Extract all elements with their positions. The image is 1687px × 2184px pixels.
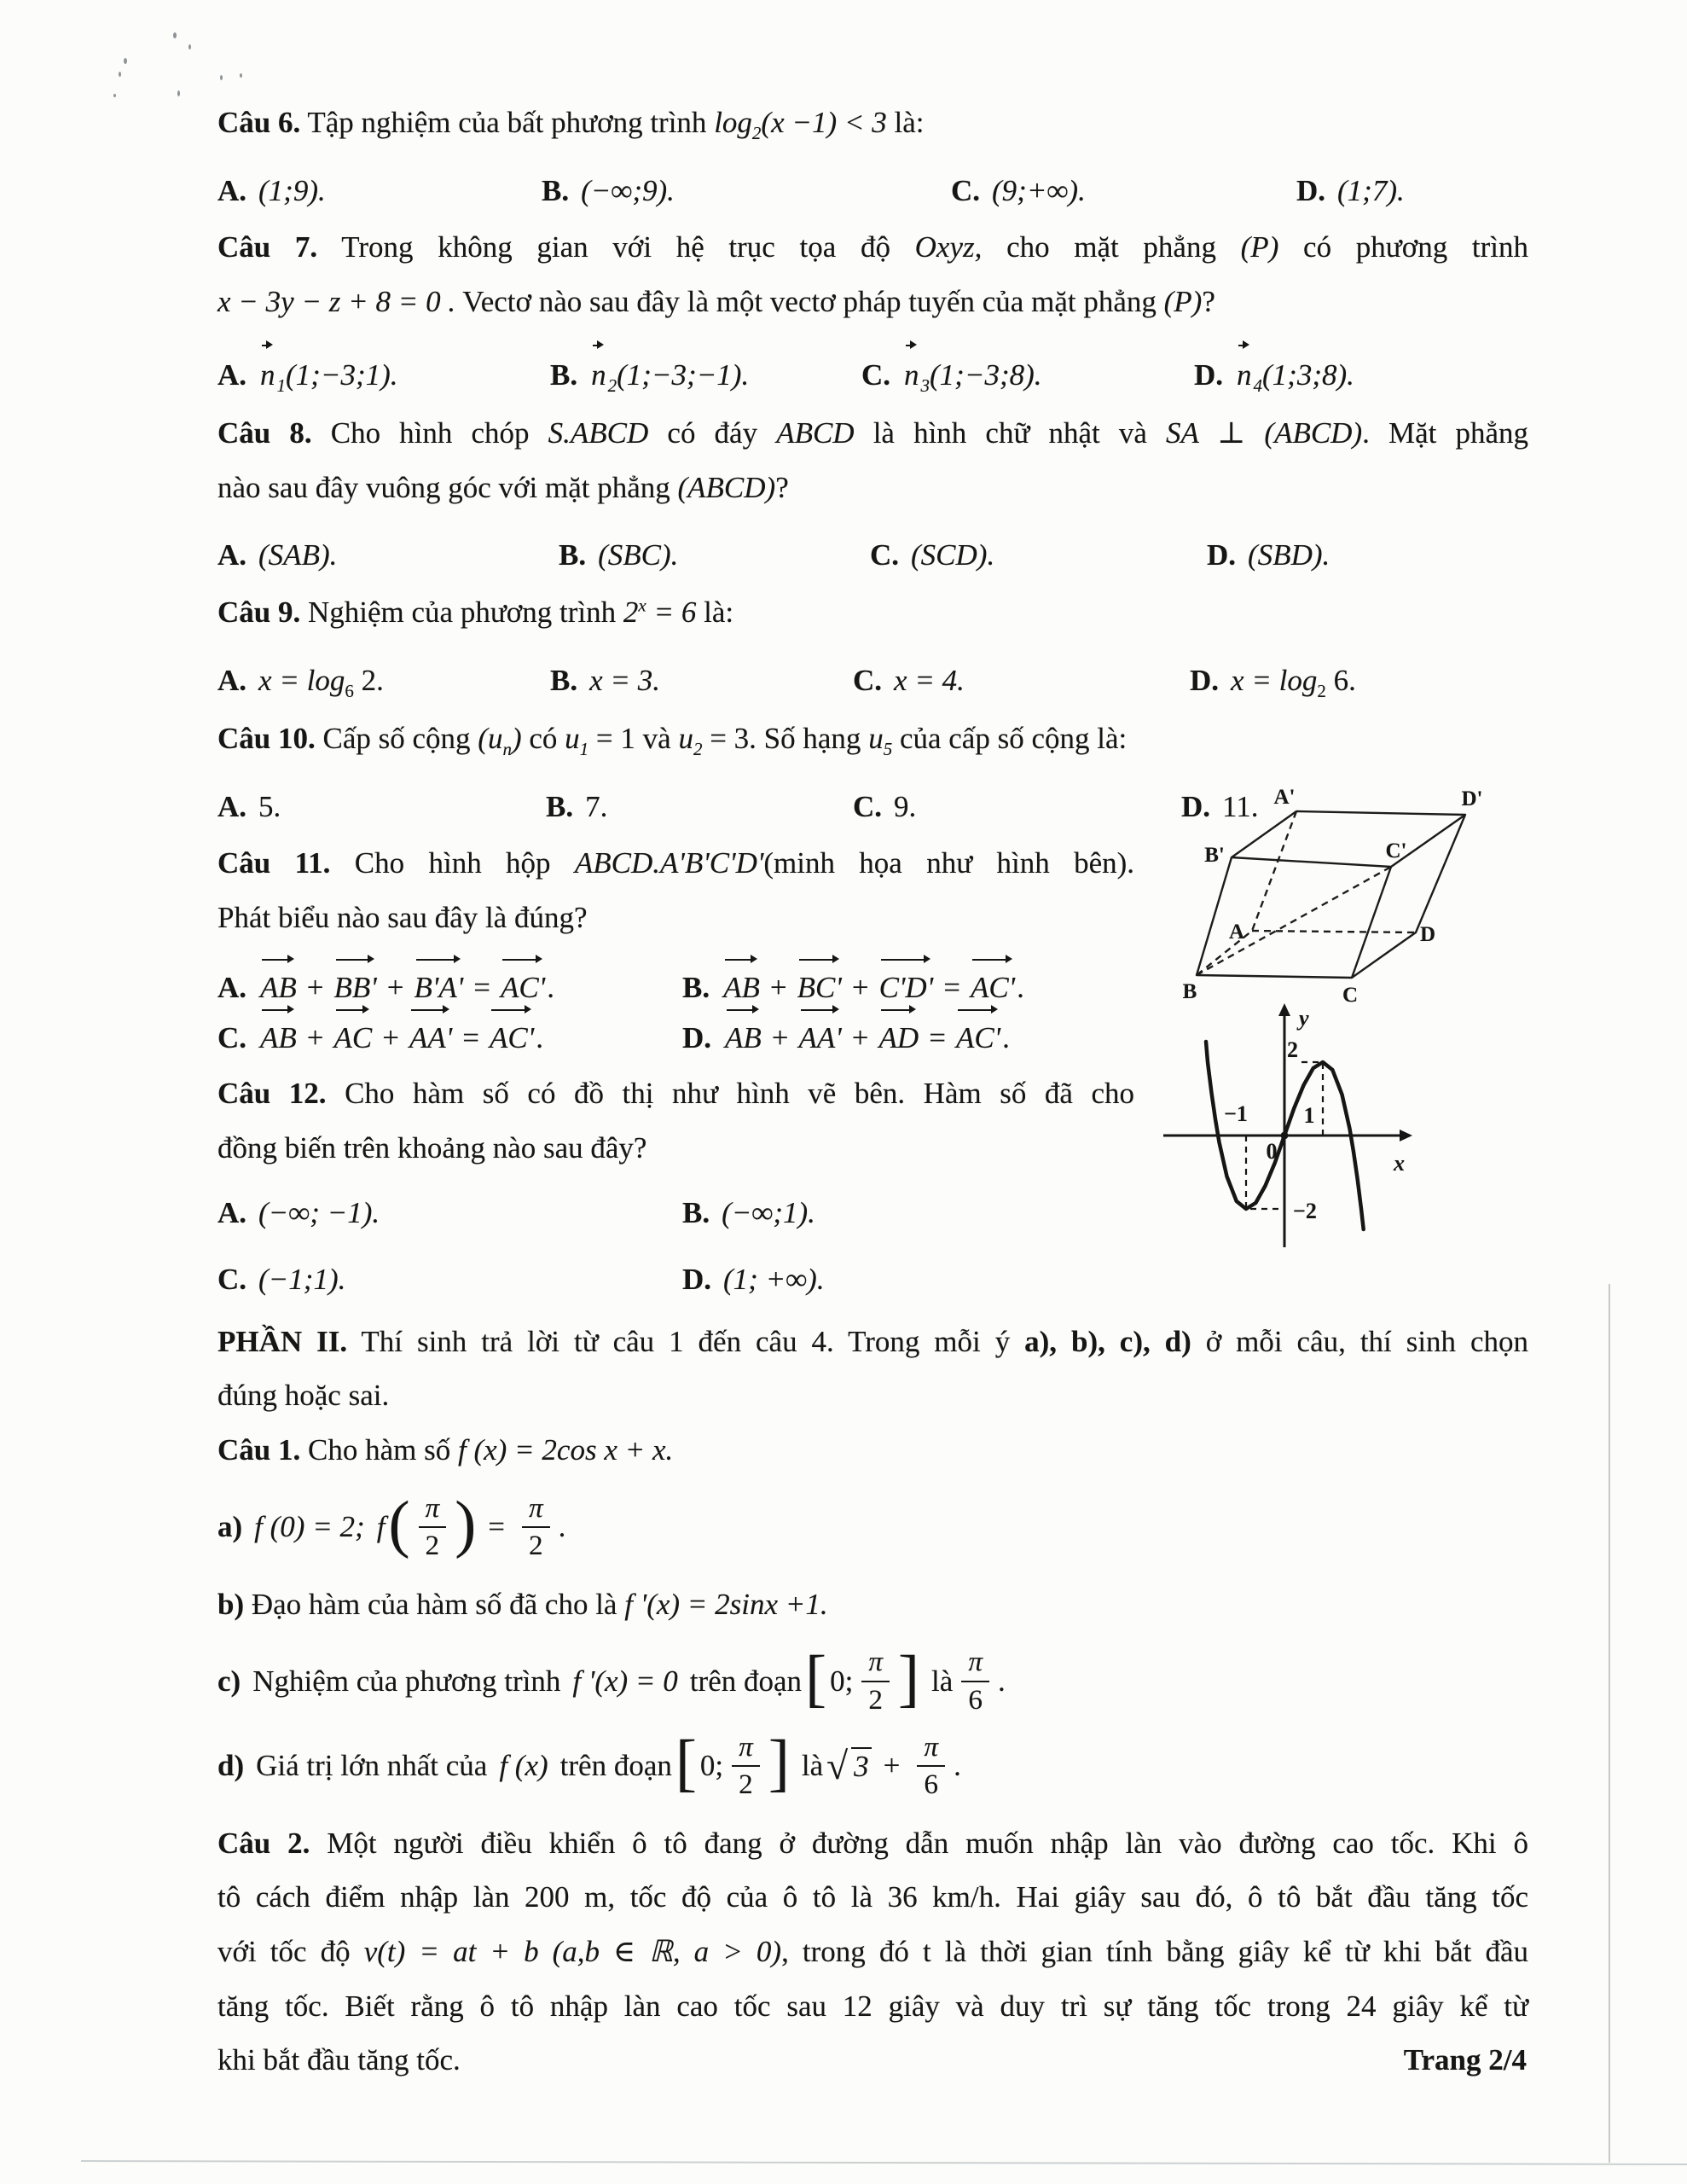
vector-n4: n (1237, 348, 1252, 398)
figure-parallelepiped (1141, 758, 1499, 1005)
scan-speckle (173, 32, 177, 38)
option-d: D. $n_4(1;3;8)$. (1194, 348, 1528, 400)
vector-term: AB (725, 1013, 762, 1058)
p2q2-line5: khi bắt đầu tăng tốc. (217, 2043, 461, 2077)
option-b: B. $n_2(1;-3;-1)$. (550, 348, 861, 400)
option-b: B. AB + BC' + C'D' = AC'. (682, 962, 1134, 1008)
option-b: B. (SBC). (559, 538, 679, 572)
vector-term: AA' (799, 1013, 842, 1058)
vertex-label: B (1182, 980, 1197, 1003)
options-grid (217, 1181, 1134, 1303)
fraction-pi-6: $\frac{\pi}{6}$ (917, 1732, 945, 1801)
fraction-pi-2: $\frac{\pi}{2}$ (419, 1493, 447, 1562)
vertex-label: D (1419, 923, 1436, 946)
question-text: là: (894, 106, 925, 139)
part-2-line2: đúng hoặc sai. (217, 1379, 390, 1413)
question-10-text: Câu 10. Cấp số cộng $(u_n)$ có $u_1 = 1$ và $u_2 = 3$. Số hạng $u_5$ của cấp số cộng là: (217, 722, 1128, 760)
question-label: Câu 2. (217, 1826, 310, 1860)
axis-label-y: y (1299, 1006, 1309, 1031)
question-7-line1: Câu 7. Trong không gian với hệ trục tọa độ Oxyz, cho mặt phẳng (P) có phương trình (217, 230, 1529, 264)
part2-question-1 (217, 1423, 1528, 1801)
vector-term: AB (260, 962, 297, 1008)
scan-line-vertical (1609, 1284, 1610, 2163)
scan-speckle (124, 58, 127, 64)
question-label: Câu 6. (217, 106, 301, 139)
option-d: D. (1; +∞). (682, 1263, 825, 1297)
tick-label-1: 1 (1303, 1103, 1315, 1128)
option-c: C. AB + AC + AA' = AC'. (217, 1013, 682, 1058)
axis-label-x: x (1394, 1151, 1405, 1176)
options-row (217, 340, 1528, 400)
scan-speckle (113, 94, 116, 97)
question-text: Tập nghiệm của bất phương trình (307, 106, 707, 139)
box-diagonal (1197, 867, 1391, 975)
question-9 (217, 585, 1528, 705)
option-d: D. (1;7). (1296, 173, 1405, 207)
question-11 (217, 836, 1134, 1058)
scan-speckle (177, 90, 180, 96)
p2q1-item-d: d) Giá trị lớn nhất của f (x) trên đoạn [ 0; $\frac{\pi}{2}$ ] là √ 3 + $\frac{\pi}{6}$ . (217, 1728, 961, 1801)
p2q2-line1: Câu 2. Một người điều khiển ô tô đang ở đường dẫn muốn nhập làn vào đường cao tốc. Khi ô (217, 1826, 1528, 1860)
tick-label-minus1: −1 (1224, 1101, 1248, 1126)
vector-term: AC' (501, 962, 545, 1008)
scan-speckle (240, 73, 242, 78)
option-d: D. (SBD). (1207, 538, 1330, 572)
vertex-label: A' (1273, 786, 1296, 809)
page-number: Trang 2/4 (1403, 2043, 1527, 2077)
option-a: A. $n_1(1;-3;1)$. (217, 348, 550, 400)
math-exponent-expression: 2$^x$ = 6 (623, 595, 697, 629)
option-b: B. 7. (546, 789, 608, 823)
box-hidden-edge-ad (1252, 931, 1416, 932)
vector-n3: n (904, 348, 919, 398)
p2q2-line2: tô cách điểm nhập làn 200 m, tốc độ của ô tô là 36 km/h. Hai giây sau đó, ô tô bắt đầu tăng tốc (217, 1880, 1528, 1914)
question-6-text (217, 96, 1528, 150)
option-d: D. $x = \log_2 6$. (1190, 663, 1356, 701)
question-8 (217, 406, 1528, 578)
p2q2-line3: với tốc độ v(t) = at + b (a,b ∈ ℝ, a > 0), trong đó t là thời gian tính bằng giây kể từ khi bắt đầu (217, 1935, 1528, 1969)
fraction-pi-2: $\frac{\pi}{2}$ (732, 1732, 760, 1801)
vector-term: AC (334, 1013, 373, 1058)
tick-label-2: 2 (1287, 1037, 1298, 1062)
option-a: A. (−∞; −1). (217, 1195, 380, 1229)
option-b: B. (−∞;9). (542, 173, 675, 207)
vector-term: B'A' (415, 962, 464, 1008)
option-a: A. (SAB). (217, 538, 338, 572)
option-d: D. AB + AA' + AD = AC'. (682, 1013, 1134, 1058)
part2-question-2 (217, 1816, 1528, 2088)
question-label: Câu 8. (217, 416, 312, 450)
y-axis-arrow (1278, 1003, 1290, 1016)
tick-label-minus2: −2 (1293, 1199, 1317, 1223)
vector-n2: n (591, 348, 606, 398)
question-8-line2: nào sau đây vuông góc với mặt phẳng (ABCD)? (217, 470, 789, 504)
radical-sign: √ (826, 1743, 849, 1787)
option-c: C. $n_3(1;-3;8)$. (861, 348, 1194, 400)
part-2-header (217, 1315, 1528, 1423)
option-a: A. $x = \log_6 2$. (217, 663, 384, 701)
vector-term: AB (723, 962, 760, 1008)
question-label: Câu 10. (217, 722, 316, 756)
vertex-label: C' (1385, 839, 1407, 863)
box-top-face (1232, 811, 1465, 867)
option-c: C. (−1;1). (217, 1263, 346, 1297)
option-a: A. AB + BB' + B'A' = AC'. (217, 962, 682, 1008)
x-axis-arrow (1400, 1130, 1412, 1141)
vector-term: BB' (334, 962, 377, 1008)
question-7 (217, 220, 1528, 399)
part-label: PHẦN II. (217, 1324, 348, 1358)
p2q1-item-b: b) Đạo hàm của hàm số đã cho là f '(x) = 2sinx +1. (217, 1587, 828, 1621)
vertex-label: A (1228, 921, 1245, 944)
vector-term: AD (879, 1013, 919, 1058)
box-hidden-edges (1197, 811, 1296, 975)
scan-line-bottom (81, 2160, 1687, 2165)
vector-term: AC' (490, 1013, 534, 1058)
question-6 (217, 96, 1528, 213)
vertex-label: C (1342, 984, 1359, 1005)
question-11-line2: Phát biểu nào sau đây là đúng? (217, 901, 588, 934)
vector-term: AC' (971, 962, 1015, 1008)
vertex-label: B' (1204, 844, 1225, 867)
scan-speckle (220, 75, 223, 80)
p2q1-item-c: c) Nghiệm của phương trình f '(x) = 0 trên đoạn [ 0; $\frac{\pi}{2}$ ] là $\frac{\pi}{6}$ . (217, 1643, 1006, 1716)
question-12-line1: Câu 12. Cho hàm số có đồ thị như hình vẽ bên. Hàm số đã cho (217, 1077, 1134, 1111)
options-grid (217, 952, 1134, 1059)
box-visible-edges (1197, 815, 1465, 978)
origin-point (1281, 1132, 1289, 1140)
fraction-pi-6: $\frac{\pi}{6}$ (961, 1647, 989, 1716)
scan-speckle (119, 72, 121, 77)
vector-term: C'D' (879, 962, 934, 1008)
question-7-line2: x − 3y − z + 8 = 0 . Vectơ nào sau đây là một vectơ pháp tuyến của mặt phẳng (P)? (217, 284, 1215, 318)
question-label: Câu 1. (217, 1432, 301, 1467)
option-a: A. 5. (217, 789, 281, 823)
question-label: Câu 11. (217, 846, 331, 880)
option-c: C. (9;+∞). (951, 173, 1086, 207)
p2q1-item-a: a) f (0) = 2; f ( $\frac{\pi}{2}$ ) = $\frac{\pi}{2}$ . (217, 1489, 566, 1562)
question-9-text: Câu 9. Nghiệm của phương trình 2$^x$ = 6 là: (217, 595, 734, 629)
question-12-line2: đồng biến trên khoảng nào sau đây? (217, 1130, 647, 1165)
vector-term: AC' (956, 1013, 1000, 1058)
question-label: Câu 12. (217, 1077, 327, 1111)
math-log-expression: $\log_2(x -1) < 3$ (714, 106, 887, 143)
fraction-pi-2: $\frac{\pi}{2}$ (861, 1647, 890, 1716)
part-2-line1: PHẦN II. Thí sinh trả lời từ câu 1 đến câu 4. Trong mỗi ý a), b), c), d) ở mỗi câu, thí sinh chọn (217, 1324, 1529, 1358)
p2q1-intro: Câu 1. Cho hàm số f (x) = 2cos x + x. (217, 1432, 674, 1467)
scan-speckle (188, 44, 191, 49)
vector-n1: n (260, 348, 275, 398)
option-c: C. x = 4. (853, 663, 965, 697)
math-function: f (x) = 2cos x + x. (457, 1432, 674, 1467)
option-b: B. x = 3. (550, 663, 661, 697)
option-c: C. (SCD). (870, 538, 995, 572)
vector-term: AB (260, 1013, 297, 1058)
question-11-line1: Câu 11. Cho hình hộp ABCD.A'B'C'D'(minh họa như hình bên). (217, 846, 1135, 880)
option-d: D. 11. (1181, 789, 1259, 823)
box-edge-ccprime (1352, 867, 1391, 978)
option-a: A. (1;9). (217, 173, 326, 207)
question-label: Câu 7. (217, 230, 318, 264)
options-row (217, 650, 1528, 706)
vector-term: BC' (797, 962, 842, 1008)
figure-cubic-graph (1150, 988, 1431, 1252)
options-row (217, 525, 1528, 578)
question-12 (217, 1066, 1134, 1302)
fraction-pi-2: $\frac{\pi}{2}$ (522, 1493, 550, 1562)
question-label: Câu 9. (217, 595, 301, 629)
options-row (217, 160, 1528, 214)
option-c: C. 9. (853, 789, 917, 823)
vector-term: AA' (409, 1013, 452, 1058)
p2q2-line4: tăng tốc. Biết rằng ô tô nhập làn cao tốc sau 12 giây và duy trì sự tăng tốc trong 24 giây kể từ (217, 1989, 1528, 2023)
vertex-label: D' (1461, 787, 1483, 810)
option-b: B. (−∞;1). (682, 1195, 815, 1229)
tick-label-0: 0 (1266, 1139, 1278, 1164)
question-8-line1: Câu 8. Cho hình chóp S.ABCD có đáy ABCD là hình chữ nhật và SA ⊥ (ABCD). Mặt phẳng (217, 416, 1528, 450)
